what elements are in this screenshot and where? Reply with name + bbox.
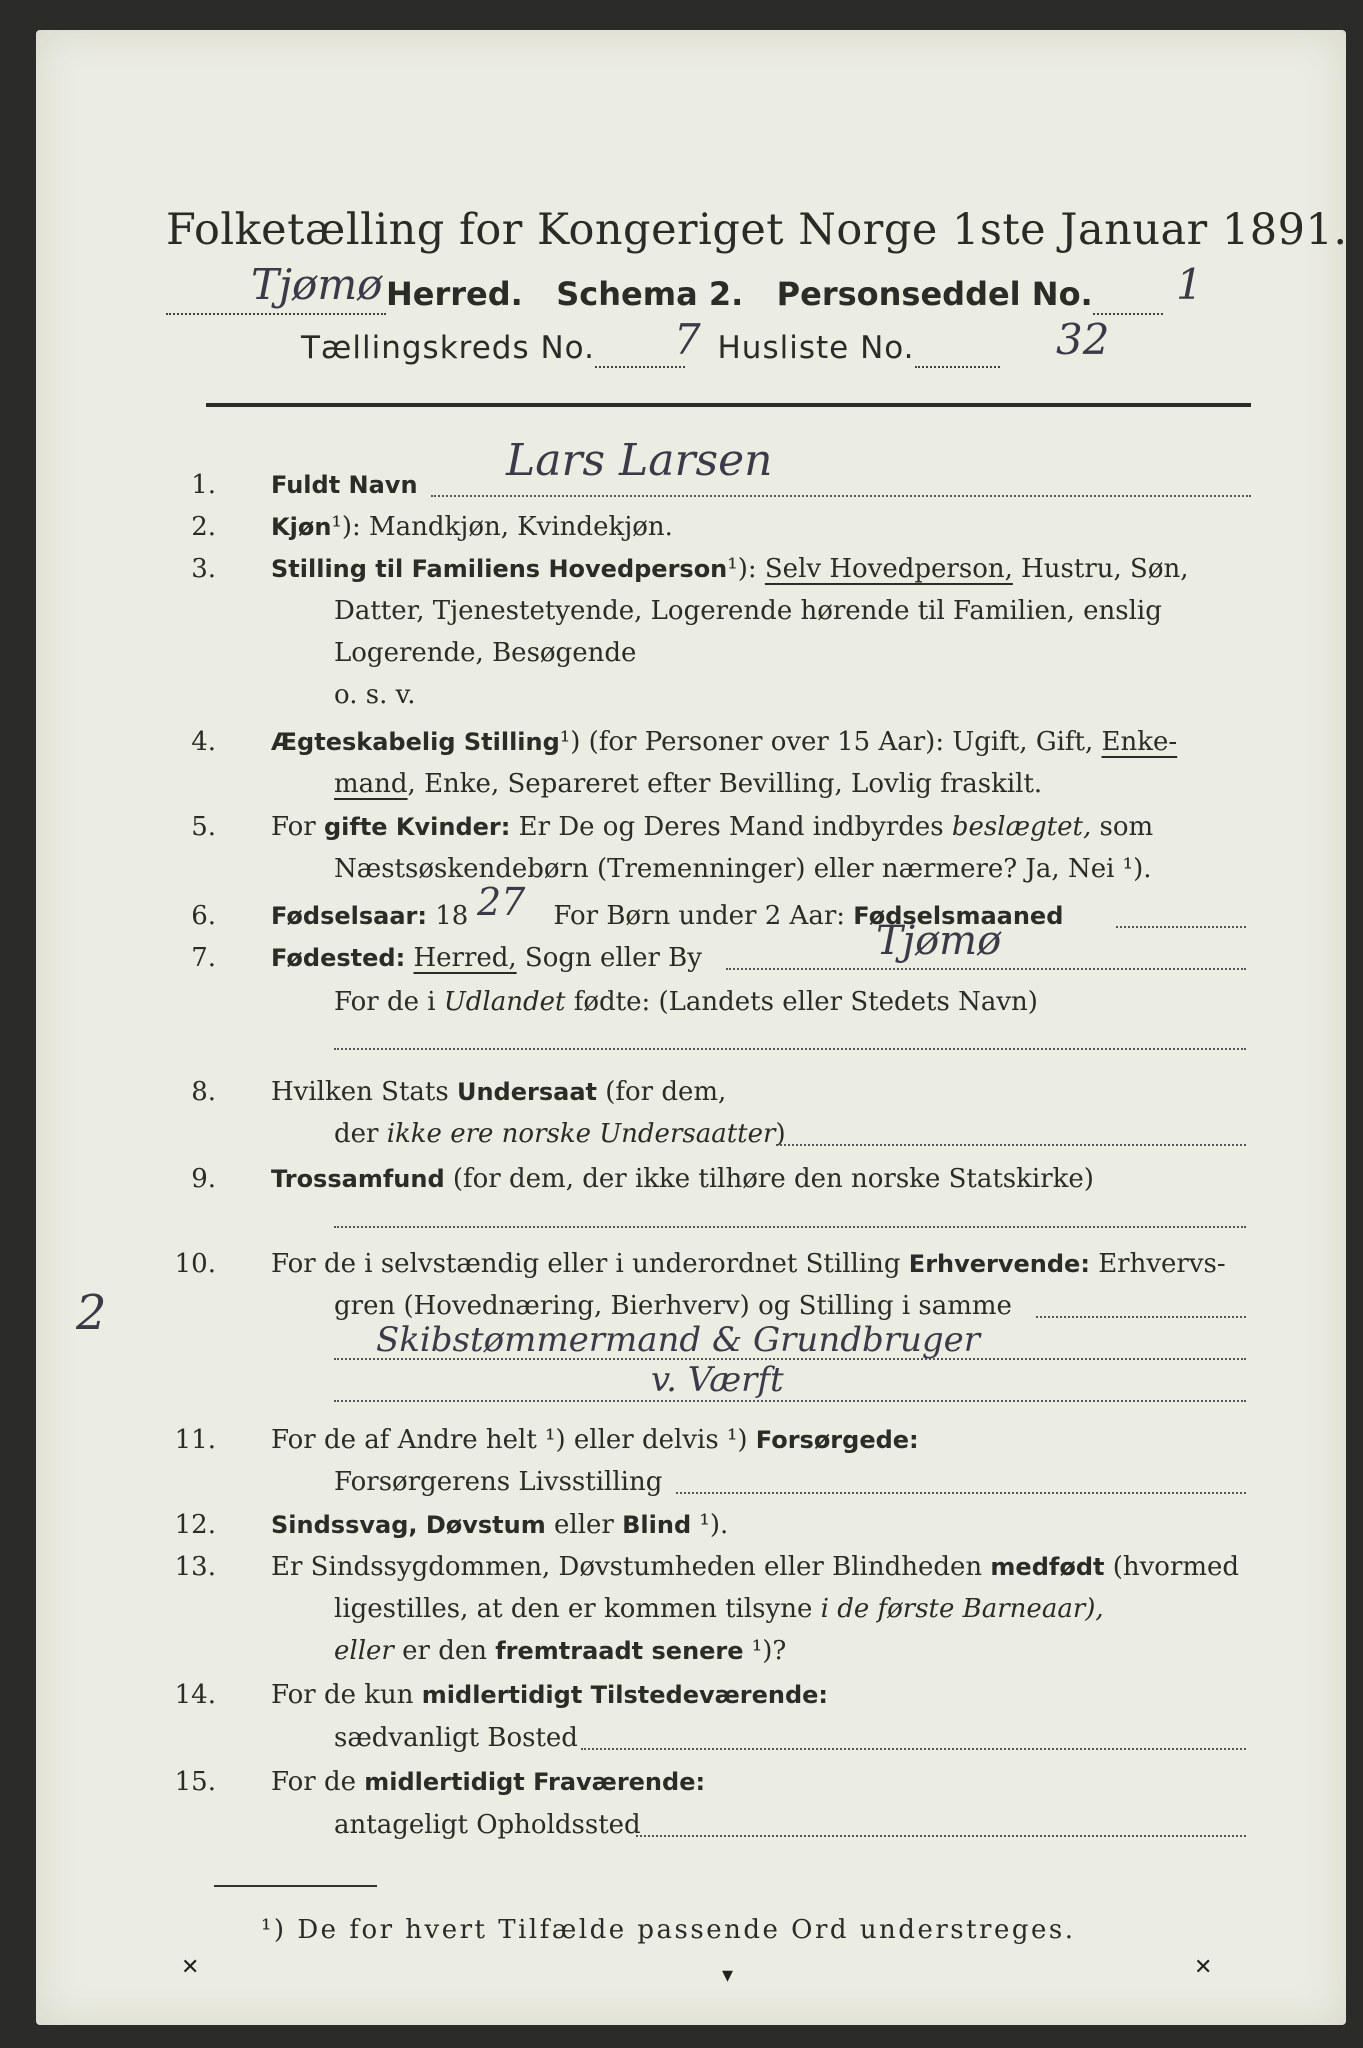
q11-number: 11. bbox=[174, 1425, 216, 1455]
q11-text: For de af Andre helt ¹) eller delvis ¹) bbox=[271, 1425, 756, 1455]
q4-line2 bbox=[334, 764, 1042, 804]
q12-label-2: Blind bbox=[622, 1511, 692, 1539]
q10-line2: gren (Hovednæring, Bierhverv) og Stilling i samme bbox=[334, 1291, 1012, 1321]
q10-field-2 bbox=[334, 1358, 1246, 1360]
question-5 bbox=[156, 807, 1153, 847]
q6-number: 6. bbox=[191, 901, 216, 931]
q5-label: gifte Kvinder: bbox=[323, 813, 511, 841]
q5-pre: For bbox=[271, 812, 324, 842]
q1-label: Fuldt Navn bbox=[271, 471, 418, 499]
question-1 bbox=[156, 465, 418, 505]
margin-mark: 2 bbox=[76, 1285, 107, 1341]
q6-prefix: 18 bbox=[427, 901, 469, 931]
q2-number: 2. bbox=[191, 512, 216, 542]
question-8 bbox=[156, 1072, 726, 1112]
q6-label: Fødselsaar: bbox=[271, 902, 427, 930]
q13-number: 13. bbox=[174, 1552, 216, 1582]
q5-line2: Næstsøskendebørn (Tremenninger) eller nærmere? Ja, Nei ¹). bbox=[334, 854, 1152, 884]
question-2 bbox=[156, 507, 673, 547]
question-14 bbox=[156, 1675, 828, 1715]
q13-line2-a: ligestilles, at den er kommen tilsyne bbox=[334, 1594, 821, 1624]
q9-text: (for dem, der ikke tilhøre den norske Statskirke) bbox=[444, 1164, 1094, 1194]
q9-label: Trossamfund bbox=[271, 1165, 445, 1193]
q3-line3: Logerende, Besøgende bbox=[334, 638, 637, 668]
q8-line2-a: der bbox=[334, 1119, 387, 1149]
q14-label: midlertidigt Tilstedeværende: bbox=[421, 1681, 829, 1709]
q5-text-b: som bbox=[1091, 812, 1154, 842]
q7-text: Sogn eller By bbox=[516, 943, 702, 973]
q1-value: Lars Larsen bbox=[506, 435, 773, 486]
q5-italic: beslægtet, bbox=[951, 812, 1092, 842]
question-4 bbox=[156, 722, 1177, 762]
q4-text2: , Enke, Separeret efter Bevilling, Lovlig fraskilt. bbox=[407, 769, 1043, 799]
q8-text: Hvilken Stats bbox=[271, 1077, 457, 1107]
q7-field bbox=[726, 968, 1246, 970]
q10-value-1: Skibstømmermand & Grundbruger bbox=[376, 1320, 981, 1360]
q1-field bbox=[431, 495, 1251, 497]
q15-text: For de bbox=[271, 1767, 365, 1797]
q8-number: 8. bbox=[191, 1077, 216, 1107]
q7-line2-a: For de i bbox=[334, 987, 444, 1017]
question-12 bbox=[156, 1505, 728, 1545]
q13-label: medfødt bbox=[990, 1553, 1105, 1581]
q2-label: Kjøn bbox=[271, 513, 332, 541]
husliste-label: Husliste No. bbox=[717, 330, 915, 366]
q4-number: 4. bbox=[191, 727, 216, 757]
q4-text: ¹) (for Personer over 15 Aar): Ugift, Gift, bbox=[559, 727, 1102, 757]
census-form-page bbox=[36, 30, 1346, 2025]
q14-number: 14. bbox=[174, 1680, 216, 1710]
q15-number: 15. bbox=[174, 1767, 216, 1797]
q12-label: Sindssvag, Døvstum bbox=[271, 1511, 546, 1539]
q11-label: Forsørgede: bbox=[755, 1426, 919, 1454]
corner-mark-right: ✕ bbox=[1194, 1955, 1213, 1980]
q7-label: Fødested: bbox=[271, 944, 406, 972]
q3-line2: Datter, Tjenestetyende, Logerende hørende til Familien, enslig bbox=[334, 596, 1162, 626]
q14-field bbox=[581, 1748, 1246, 1750]
q13-text: Er Sindssygdommen, Døvstumheden eller Blindheden bbox=[271, 1552, 991, 1582]
q7-underlined: Herred, bbox=[413, 943, 517, 973]
q7-line2-italic: Udlandet bbox=[443, 987, 566, 1017]
q7-field-2 bbox=[334, 1048, 1246, 1050]
q5-number: 5. bbox=[191, 812, 216, 842]
q13-line2 bbox=[334, 1589, 1104, 1629]
q8-line2-b: ) bbox=[775, 1119, 786, 1149]
q7-line2 bbox=[334, 982, 1038, 1022]
q4-label: Ægteskabelig Stilling bbox=[271, 728, 560, 756]
q10-field-1 bbox=[1036, 1316, 1246, 1318]
q3-underlined: Selv Hovedperson, bbox=[764, 554, 1013, 584]
q8-label: Undersaat bbox=[456, 1078, 597, 1106]
q6-value: 27 bbox=[477, 880, 526, 924]
question-10 bbox=[156, 1244, 1226, 1284]
corner-mark-left: ✕ bbox=[181, 1955, 200, 1980]
page-title: Folketælling for Kongeriget Norge 1ste Januar 1891. bbox=[166, 205, 1348, 255]
q8-line2-italic: ikke ere norske Undersaatter bbox=[386, 1119, 776, 1149]
q6-label-2: Fødselsmaaned bbox=[853, 902, 1064, 930]
question-13 bbox=[156, 1547, 1239, 1587]
q12-text: eller bbox=[545, 1510, 623, 1540]
q3-label: Stilling til Familiens Hovedperson bbox=[271, 555, 728, 583]
q14-text: For de kun bbox=[271, 1680, 422, 1710]
question-9 bbox=[156, 1159, 1094, 1199]
question-15 bbox=[156, 1762, 705, 1802]
taellingskreds-field bbox=[595, 330, 685, 368]
q3-number: 3. bbox=[191, 554, 216, 584]
footnote: ¹) De for hvert Tilfælde passende Ord understreges. bbox=[261, 1915, 1076, 1945]
q5-text: Er De og Deres Mand indbyrdes bbox=[510, 812, 952, 842]
q10-text2: Erhvervs- bbox=[1089, 1249, 1226, 1279]
q8-text2: (for dem, bbox=[596, 1077, 727, 1107]
q15-field bbox=[636, 1835, 1246, 1837]
herred-label: Herred. bbox=[386, 275, 523, 313]
q9-number: 9. bbox=[191, 1164, 216, 1194]
q10-field-3 bbox=[334, 1400, 1246, 1402]
q13-text2: (hvormed bbox=[1104, 1552, 1240, 1582]
q3-sup: ¹): bbox=[727, 554, 765, 584]
q13-line3-c: ¹)? bbox=[743, 1636, 787, 1666]
q13-line3-bold: fremtraadt senere bbox=[495, 1637, 744, 1665]
q9-field bbox=[334, 1226, 1246, 1228]
q11-line2: Forsørgerens Livsstilling bbox=[334, 1467, 663, 1497]
header-row-2 bbox=[301, 330, 1000, 368]
q3-rest: Hustru, Søn, bbox=[1012, 554, 1189, 584]
q12-text2: ¹). bbox=[691, 1510, 729, 1540]
q13-line2-italic: i de første Barneaar), bbox=[820, 1594, 1104, 1624]
husliste-field bbox=[915, 330, 1000, 368]
q6-text: For Børn under 2 Aar: bbox=[553, 901, 854, 931]
q8-line2 bbox=[334, 1114, 786, 1154]
q6-field bbox=[1116, 926, 1246, 928]
q8-field bbox=[776, 1144, 1246, 1146]
q10-text: For de i selvstændig eller i underordnet Stilling bbox=[271, 1249, 909, 1279]
herred-value: Tjømø bbox=[251, 260, 383, 309]
q7-number: 7. bbox=[191, 943, 216, 973]
q15-line2: antageligt Opholdssted bbox=[334, 1810, 641, 1840]
corner-mark-center: ▾ bbox=[722, 1963, 734, 1988]
q13-line3-a: er den bbox=[393, 1636, 496, 1666]
personseddel-field bbox=[1093, 275, 1163, 315]
q10-value-2: v. Værft bbox=[651, 1360, 784, 1400]
q10-label: Erhvervende: bbox=[908, 1250, 1090, 1278]
q10-number: 10. bbox=[174, 1249, 216, 1279]
footnote-rule bbox=[214, 1885, 377, 1887]
q13-line3 bbox=[334, 1631, 786, 1671]
question-11 bbox=[156, 1420, 919, 1460]
q14-line2: sædvanligt Bosted bbox=[334, 1723, 578, 1753]
header-rule bbox=[206, 403, 1251, 407]
q1-number: 1. bbox=[191, 470, 216, 500]
q15-label: midlertidigt Fraværende: bbox=[364, 1768, 706, 1796]
q3-line4: o. s. v. bbox=[334, 680, 416, 710]
personseddel-label: Personseddel No. bbox=[776, 275, 1093, 313]
q7-line2-b: fødte: (Landets eller Stedets Navn) bbox=[565, 987, 1038, 1017]
taellingskreds-value: 7 bbox=[674, 315, 701, 364]
q4-underlined-2: mand bbox=[334, 769, 408, 799]
q12-number: 12. bbox=[174, 1510, 216, 1540]
q11-field bbox=[676, 1492, 1246, 1494]
personseddel-value: 1 bbox=[1176, 260, 1203, 309]
question-7 bbox=[156, 938, 702, 978]
q4-underlined-1: Enke- bbox=[1101, 727, 1178, 757]
q13-line3-italic: eller bbox=[334, 1636, 394, 1666]
husliste-value: 32 bbox=[1056, 315, 1110, 364]
schema-label: Schema 2. bbox=[556, 275, 744, 313]
question-3 bbox=[156, 549, 1189, 589]
q7-value: Tjømø bbox=[876, 918, 1002, 964]
taellingskreds-label: Tællingskreds No. bbox=[301, 330, 595, 366]
q2-text: ¹): Mandkjøn, Kvindekjøn. bbox=[331, 512, 673, 542]
